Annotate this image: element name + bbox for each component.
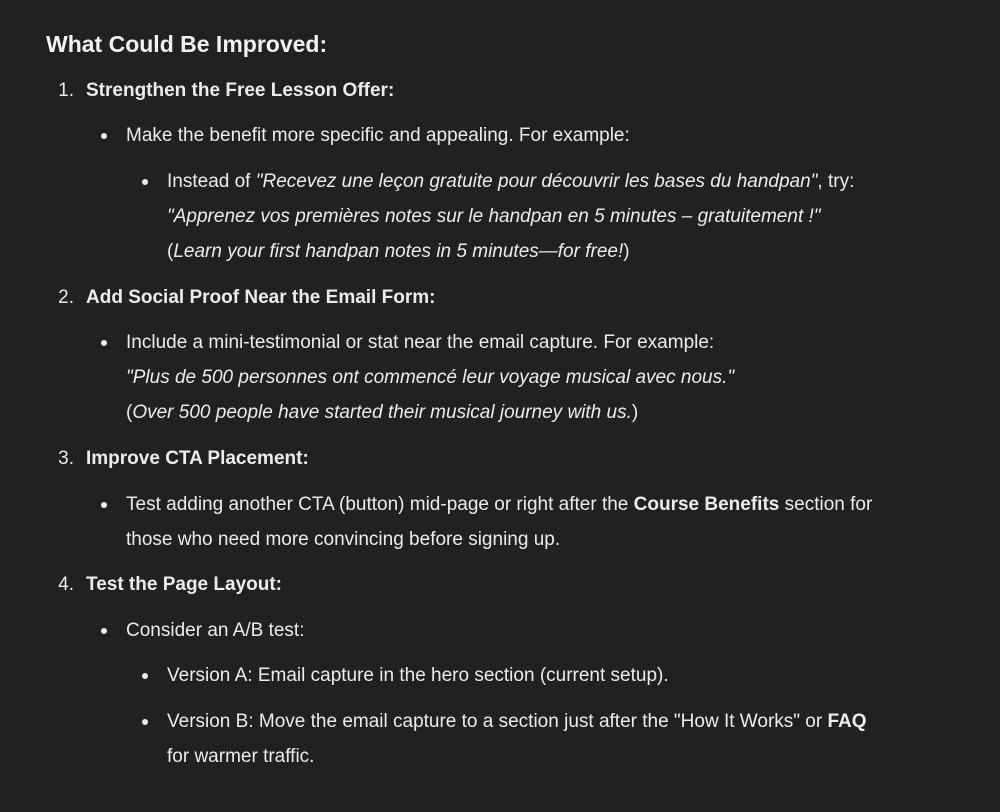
quote-translation: (Learn your first handpan notes in 5 minutes—for free!): [167, 241, 630, 262]
bullet-icon: [101, 133, 107, 139]
bold-text: Course Benefits: [633, 494, 780, 515]
section-heading: What Could Be Improved:: [46, 31, 328, 57]
list-item-text: Make the benefit more specific and appealing. For example:: [126, 125, 630, 146]
quote-french: "Apprenez vos premières notes sur le handpan en 5 minutes – gratuitement !": [167, 206, 821, 227]
list-item-text: Test adding another CTA (button) mid-page or right after the Course Benefits section for: [126, 494, 873, 515]
quote-translation: (Over 500 people have started their musical journey with us.): [126, 402, 639, 423]
quote-french: "Recevez une leçon gratuite pour découvrir les bases du handpan": [255, 171, 818, 192]
list-number: 3.: [58, 448, 74, 469]
list-item-text: Include a mini-testimonial or stat near the email capture. For example:: [126, 332, 715, 353]
list-item-title: Add Social Proof Near the Email Form:: [86, 287, 436, 308]
list-item-title: Improve CTA Placement:: [86, 448, 309, 469]
list-item-text: Instead of "Recevez une leçon gratuite pour découvrir les bases du handpan", try:: [167, 171, 855, 192]
list-item-text: Consider an A/B test:: [126, 620, 305, 641]
list-number: 2.: [58, 287, 74, 308]
bullet-icon: [101, 502, 107, 508]
list-item-text: those who need more convincing before signing up.: [126, 529, 561, 550]
list-item-title: Test the Page Layout:: [86, 574, 283, 595]
list-item-title: Strengthen the Free Lesson Offer:: [86, 80, 395, 101]
list-item-text: Version A: Email capture in the hero section (current setup).: [167, 665, 669, 686]
bullet-icon: [101, 340, 107, 346]
list-item-text: for warmer traffic.: [167, 746, 315, 767]
bullet-icon: [101, 628, 107, 634]
list-item-text: Version B: Move the email capture to a section just after the "How It Works" or FAQ: [167, 711, 867, 732]
quote-french: "Plus de 500 personnes ont commencé leur voyage musical avec nous.": [126, 367, 735, 388]
list-number: 4.: [58, 574, 74, 595]
list-number: 1.: [58, 80, 74, 101]
bold-text: FAQ: [827, 711, 867, 732]
bullet-icon: [142, 179, 148, 185]
bullet-icon: [142, 673, 148, 679]
bullet-icon: [142, 719, 148, 725]
